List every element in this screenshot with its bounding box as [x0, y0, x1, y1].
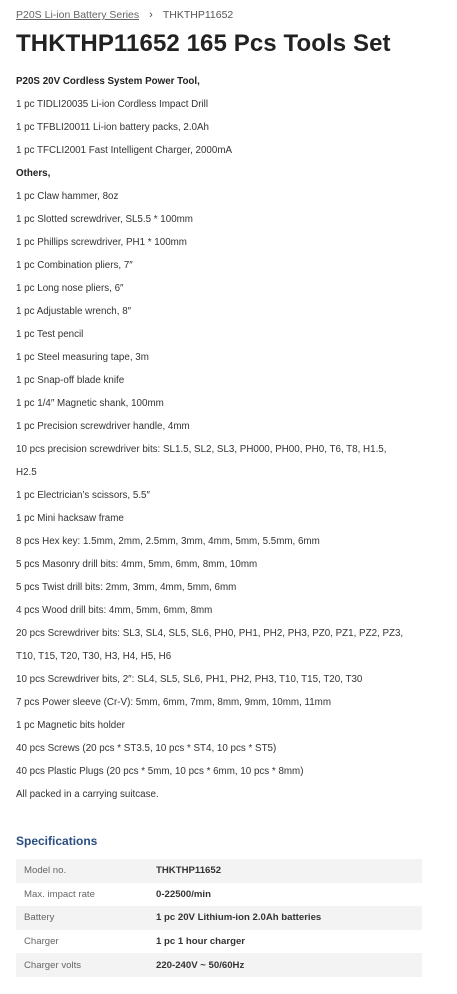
description-line: 7 pcs Power sleeve (Cr-V): 5mm, 6mm, 7mm, 8mm, 9mm, 10mm, 11mm	[16, 697, 331, 708]
description-line: 1 pc Snap-off blade knife	[16, 375, 125, 386]
breadcrumb	[16, 8, 233, 22]
description-line: 1 pc Combination pliers, 7″	[16, 260, 133, 271]
spec-value: THKTHP11652	[156, 865, 222, 877]
breadcrumb-current: THKTHP11652	[162, 9, 234, 21]
spec-value: 220-240V ~ 50/60Hz	[156, 959, 245, 971]
spec-label: Charger	[24, 936, 59, 948]
description-line: 10 pcs precision screwdriver bits: SL1.5, SL2, SL3, PH000, PH00, PH0, T6, T8, H1.5,	[16, 444, 387, 455]
spec-label: Charger volts	[24, 959, 82, 971]
description-line: 1 pc Test pencil	[16, 329, 84, 340]
description-line: 1 pc Claw hammer, 8oz	[16, 191, 119, 202]
description-line: 1 pc Phillips screwdriver, PH1 * 100mm	[16, 237, 187, 248]
spec-row	[16, 883, 422, 907]
description-line: All packed in a carrying suitcase.	[16, 789, 159, 800]
description-line: 40 pcs Plastic Plugs (20 pcs * 5mm, 10 pcs * 6mm, 10 pcs * 8mm)	[16, 766, 304, 777]
description-line: 1 pc TFCLI2001 Fast Intelligent Charger, 2000mA	[16, 145, 233, 156]
description-line: 1 pc Adjustable wrench, 8″	[16, 306, 132, 317]
page-title: THKTHP11652 165 Pcs Tools Set	[16, 30, 391, 57]
description-line: 1 pc Mini hacksaw frame	[16, 513, 124, 524]
spec-value: 0-22500/min	[156, 888, 211, 900]
description-line: 20 pcs Screwdriver bits: SL3, SL4, SL5, SL6, PH0, PH1, PH2, PH3, PZ0, PZ1, PZ2, PZ3,	[16, 628, 404, 639]
spec-row	[16, 953, 422, 977]
description-line: 1 pc Precision screwdriver handle, 4mm	[16, 421, 190, 432]
description-heading: P20S 20V Cordless System Power Tool,	[16, 76, 200, 87]
description-line: 1 pc 1/4″ Magnetic shank, 100mm	[16, 398, 164, 409]
chevron-right-icon: ›	[149, 9, 153, 21]
spec-row	[16, 859, 422, 883]
spec-label: Max. impact rate	[24, 888, 95, 900]
description-line: 1 pc Long nose pliers, 6″	[16, 283, 124, 294]
description-line: 1 pc Slotted screwdriver, SL5.5 * 100mm	[16, 214, 193, 225]
description-line: 1 pc TIDLI20035 Li-ion Cordless Impact Drill	[16, 99, 209, 110]
description-line: 40 pcs Screws (20 pcs * ST3.5, 10 pcs * ST4, 10 pcs * ST5)	[16, 743, 277, 754]
description-line: 5 pcs Twist drill bits: 2mm, 3mm, 4mm, 5mm, 6mm	[16, 582, 237, 593]
description-line: 4 pcs Wood drill bits: 4mm, 5mm, 6mm, 8mm	[16, 605, 213, 616]
description-line: 1 pc TFBLI20011 Li-ion battery packs, 2.0Ah	[16, 122, 209, 133]
specifications-title: Specifications	[16, 834, 98, 848]
spec-row	[16, 930, 422, 954]
spec-row	[16, 906, 422, 930]
description-heading: Others,	[16, 168, 51, 179]
description-line: 1 pc Steel measuring tape, 3m	[16, 352, 149, 363]
breadcrumb-link-series[interactable]: P20S Li-ion Battery Series	[16, 9, 140, 21]
description-line: H2.5	[16, 467, 37, 478]
spec-value: 1 pc 1 hour charger	[156, 936, 246, 948]
description-line: 1 pc Electrician’s scissors, 5.5″	[16, 490, 150, 501]
spec-value: 1 pc 20V Lithium-ion 2.0Ah batteries	[156, 912, 322, 924]
spec-label: Battery	[24, 912, 55, 924]
description-line: 8 pcs Hex key: 1.5mm, 2mm, 2.5mm, 3mm, 4mm, 5mm, 5.5mm, 6mm	[16, 536, 320, 547]
specifications-table	[16, 859, 422, 977]
description-line: T10, T15, T20, T30, H3, H4, H5, H6	[16, 651, 172, 662]
description-line: 5 pcs Masonry drill bits: 4mm, 5mm, 6mm, 8mm, 10mm	[16, 559, 258, 570]
spec-label: Model no.	[24, 865, 67, 877]
description-line: 1 pc Magnetic bits holder	[16, 720, 125, 731]
description-line: 10 pcs Screwdriver bits, 2″: SL4, SL5, SL6, PH1, PH2, PH3, T10, T15, T20, T30	[16, 674, 363, 685]
product-description	[16, 70, 442, 806]
